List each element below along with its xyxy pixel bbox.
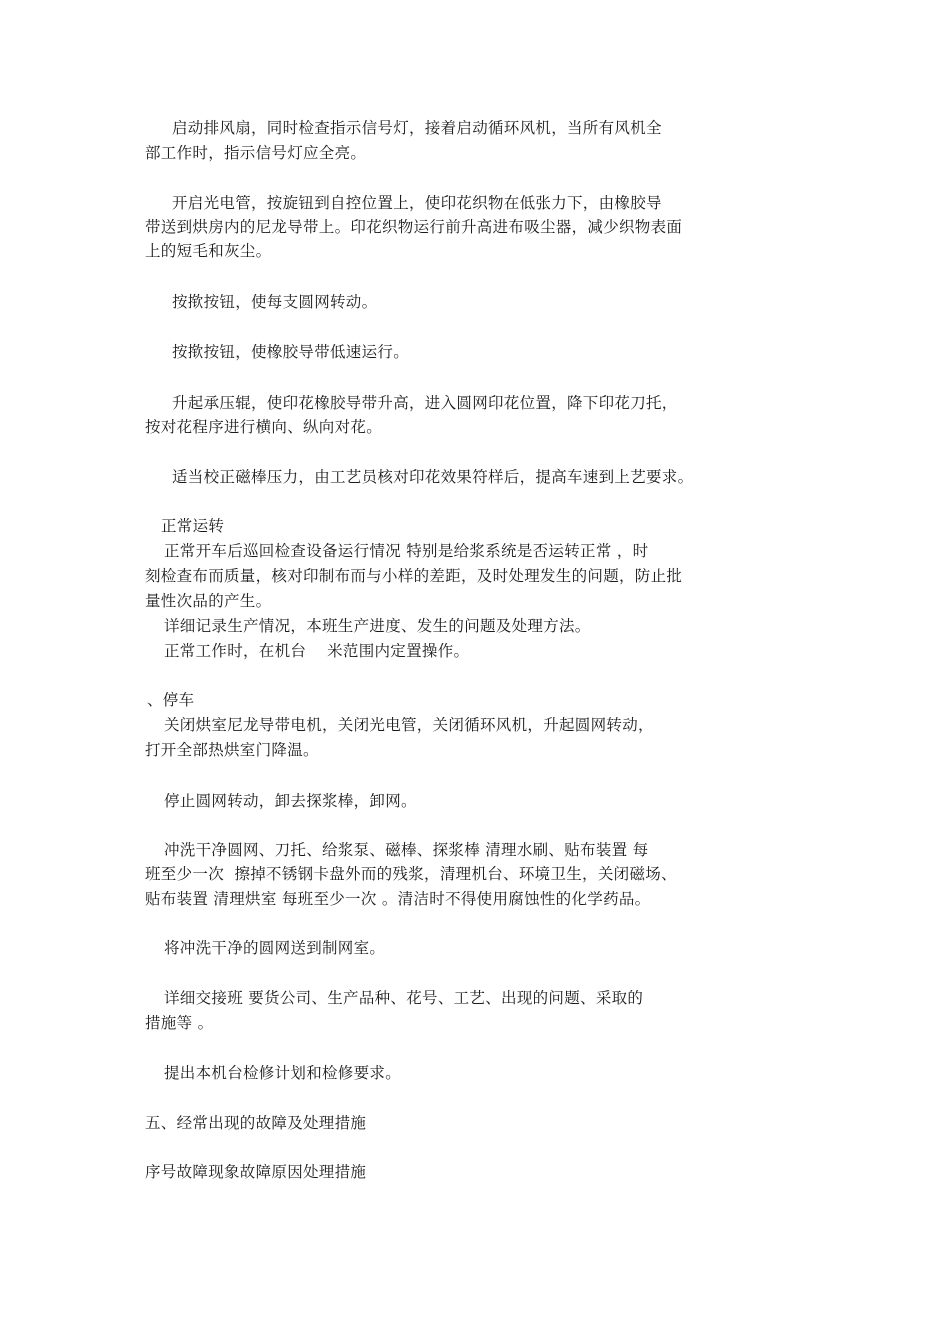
stop-para-5-line-1: 详细交接班 要货公司、生产品种、花号、工艺、出现的问题、采取的 <box>164 989 644 1007</box>
stop-para-3-line-1: 冲洗干净圆网、刀托、给浆泵、磁棒、探浆棒 清理水刷、贴布装置 每 <box>164 841 649 859</box>
section-normal-heading: 正常运转 <box>161 517 225 535</box>
stop-para-1-line-1: 关闭烘室尼龙导带电机，关闭光电管，关闭循环风机，升起圆网转动， <box>164 716 654 734</box>
normal-line-3: 量性次品的产生。 <box>145 592 272 610</box>
stop-para-1-line-2: 打开全部热烘室门降温。 <box>145 741 319 759</box>
para-5-line-1: 升起承压辊，使印花橡胶导带升高，进入圆网印花位置，降下印花刀托， <box>172 394 678 412</box>
section-five-heading: 五、经常出现的故障及处理措施 <box>145 1114 367 1132</box>
para-1-line-1: 启动排风扇，同时检查指示信号灯，接着启动循环风机，当所有风机全 <box>172 119 662 137</box>
normal-line-4: 详细记录生产情况，本班生产进度、发生的问题及处理方法。 <box>164 617 591 635</box>
para-1-line-2: 部工作时，指示信号灯应全亮。 <box>145 144 367 162</box>
stop-para-6-line-1: 提出本机台检修计划和检修要求。 <box>164 1064 402 1082</box>
para-5-line-2: 按对花程序进行横向、纵向对花。 <box>145 418 383 436</box>
para-6-line-1: 适当校正磁棒压力，由工艺员核对印花效果符样后，提高车速到上艺要求。 <box>172 468 694 486</box>
normal-line-2: 刻检查布而质量，核对印制布而与小样的差距，及时处理发生的问题，防止批 <box>145 567 683 585</box>
para-2-line-2: 带送到烘房内的尼龙导带上。印花织物运行前升高进布吸尘器，减少织物表面 <box>145 218 683 236</box>
para-4-line-1: 按揿按钮，使橡胶导带低速运行。 <box>172 343 410 361</box>
normal-line-5: 正常工作时，在机台 米范围内定置操作。 <box>164 642 470 660</box>
normal-line-1: 正常开车后巡回检查设备运行情况 特别是给浆系统是否运转正常 ，时 <box>164 542 649 560</box>
para-2-line-1: 开启光电管，按旋钮到自控位置上，使印花织物在低张力下，由橡胶导 <box>172 194 662 212</box>
stop-para-3-line-3: 贴布装置 清理烘室 每班至少一次 。清洁时不得使用腐蚀性的化学药品。 <box>145 890 651 908</box>
fault-table-header: 序号故障现象故障原因处理措施 <box>145 1163 367 1181</box>
para-3-line-1: 按揿按钮，使每支圆网转动。 <box>172 293 378 311</box>
stop-para-5-line-2: 措施等 。 <box>145 1014 214 1032</box>
section-stop-heading: 、停车 <box>147 691 195 709</box>
stop-para-3-line-2: 班至少一次 擦掉不锈钢卡盘外而的残浆，清理机台、环境卫生，关闭磁场、 <box>145 865 677 883</box>
stop-para-2-line-1: 停止圆网转动，卸去探浆棒，卸网。 <box>164 792 417 810</box>
stop-para-4-line-1: 将冲洗干净的圆网送到制网室。 <box>164 939 386 957</box>
para-2-line-3: 上的短毛和灰尘。 <box>145 242 272 260</box>
